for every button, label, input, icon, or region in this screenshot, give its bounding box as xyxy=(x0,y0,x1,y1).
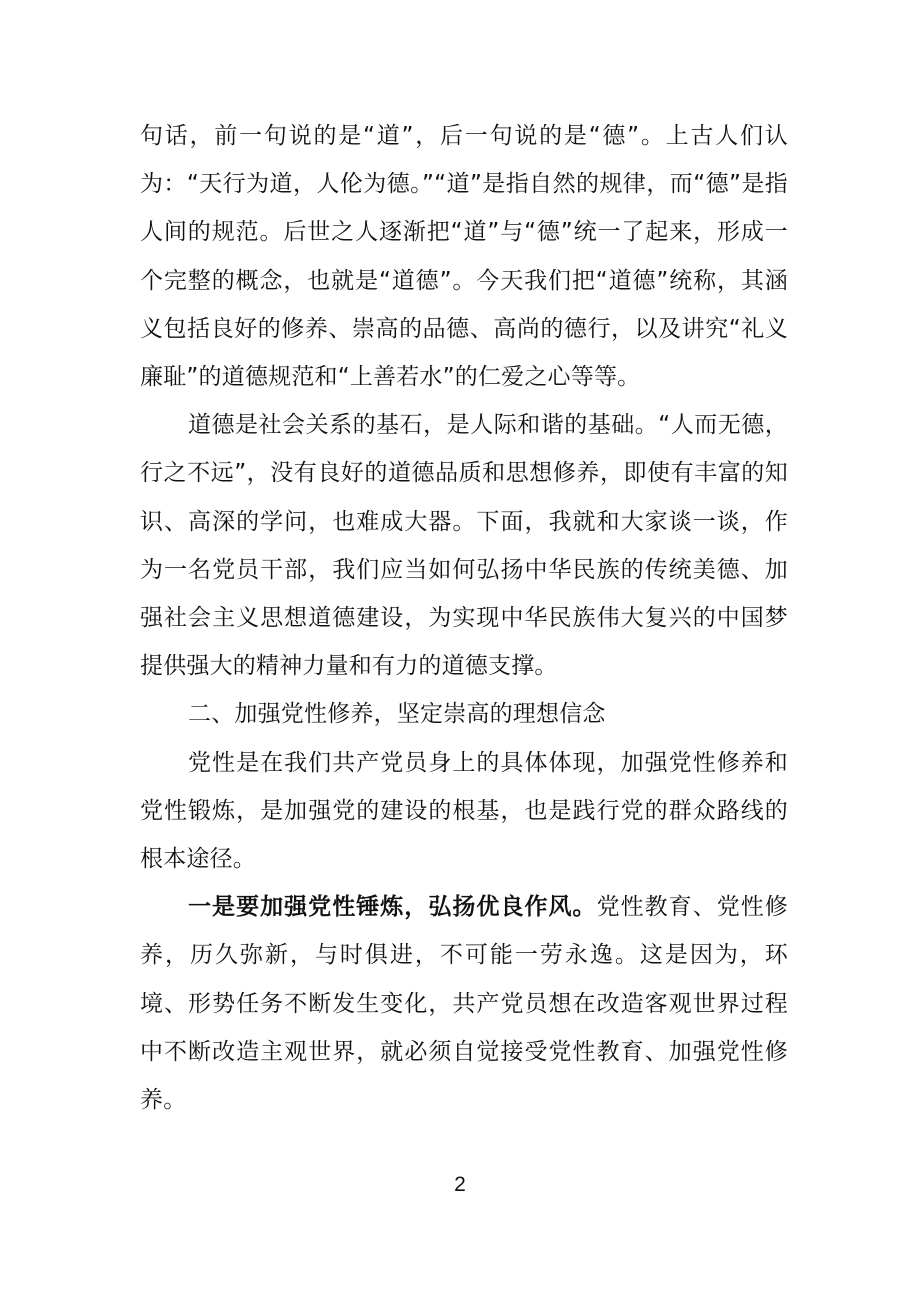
paragraph-party-spirit: 党性是在我们共产党员身上的具体体现，加强党性修养和党性锻炼，是加强党的建设的根基，也是践行党的群众路线的根本途径。 xyxy=(140,749,788,873)
document-body xyxy=(140,112,788,1124)
page-number: 2 xyxy=(454,1173,466,1196)
point-one-lead: 一是要加强党性锤炼，弘扬优良作风。 xyxy=(188,894,597,921)
paragraph-continuation: 句话，前一句说的是“道”，后一句说的是“德”。上古人们认为：“天行为道，人伦为德。”“道”是指自然的规律，而“德”是指人间的规范。后世之人逐渐把“道”与“德”统一了起来，形成一个完整的概念，也就是“道德”。今天我们把“道德”统称，其涵义包括良好的修养、崇高的品德、高尚的德行，以及讲究“礼义廉耻”的道德规范和“上善若水”的仁爱之心等等。 xyxy=(140,123,788,391)
paragraph-point-one xyxy=(140,883,788,1124)
point-one-text: 党性教育、党性修养，历久弥新，与时俱进，不可能一劳永逸。这是因为，环境、形势任务不断发生变化，共产党员想在改造客观世界过程中不断改造主观世界，就必须自觉接受党性教育、加强党性修养。 xyxy=(140,894,788,1114)
section-heading-party-spirit: 二、加强党性修养，坚定崇高的理想信念 xyxy=(188,701,606,728)
paragraph-morality-foundation: 道德是社会关系的基石，是人际和谐的基础。“人而无德，行之不远”，没有良好的道德品质和思想修养，即使有丰富的知识、高深的学问，也难成大器。下面，我就和大家谈一谈，作为一名党员干部，我们应当如何弘扬中华民族的传统美德、加强社会主义思想道德建设，为实现中华民族伟大复兴的中国梦提供强大的精神力量和有力的道德支撑。 xyxy=(140,412,788,680)
